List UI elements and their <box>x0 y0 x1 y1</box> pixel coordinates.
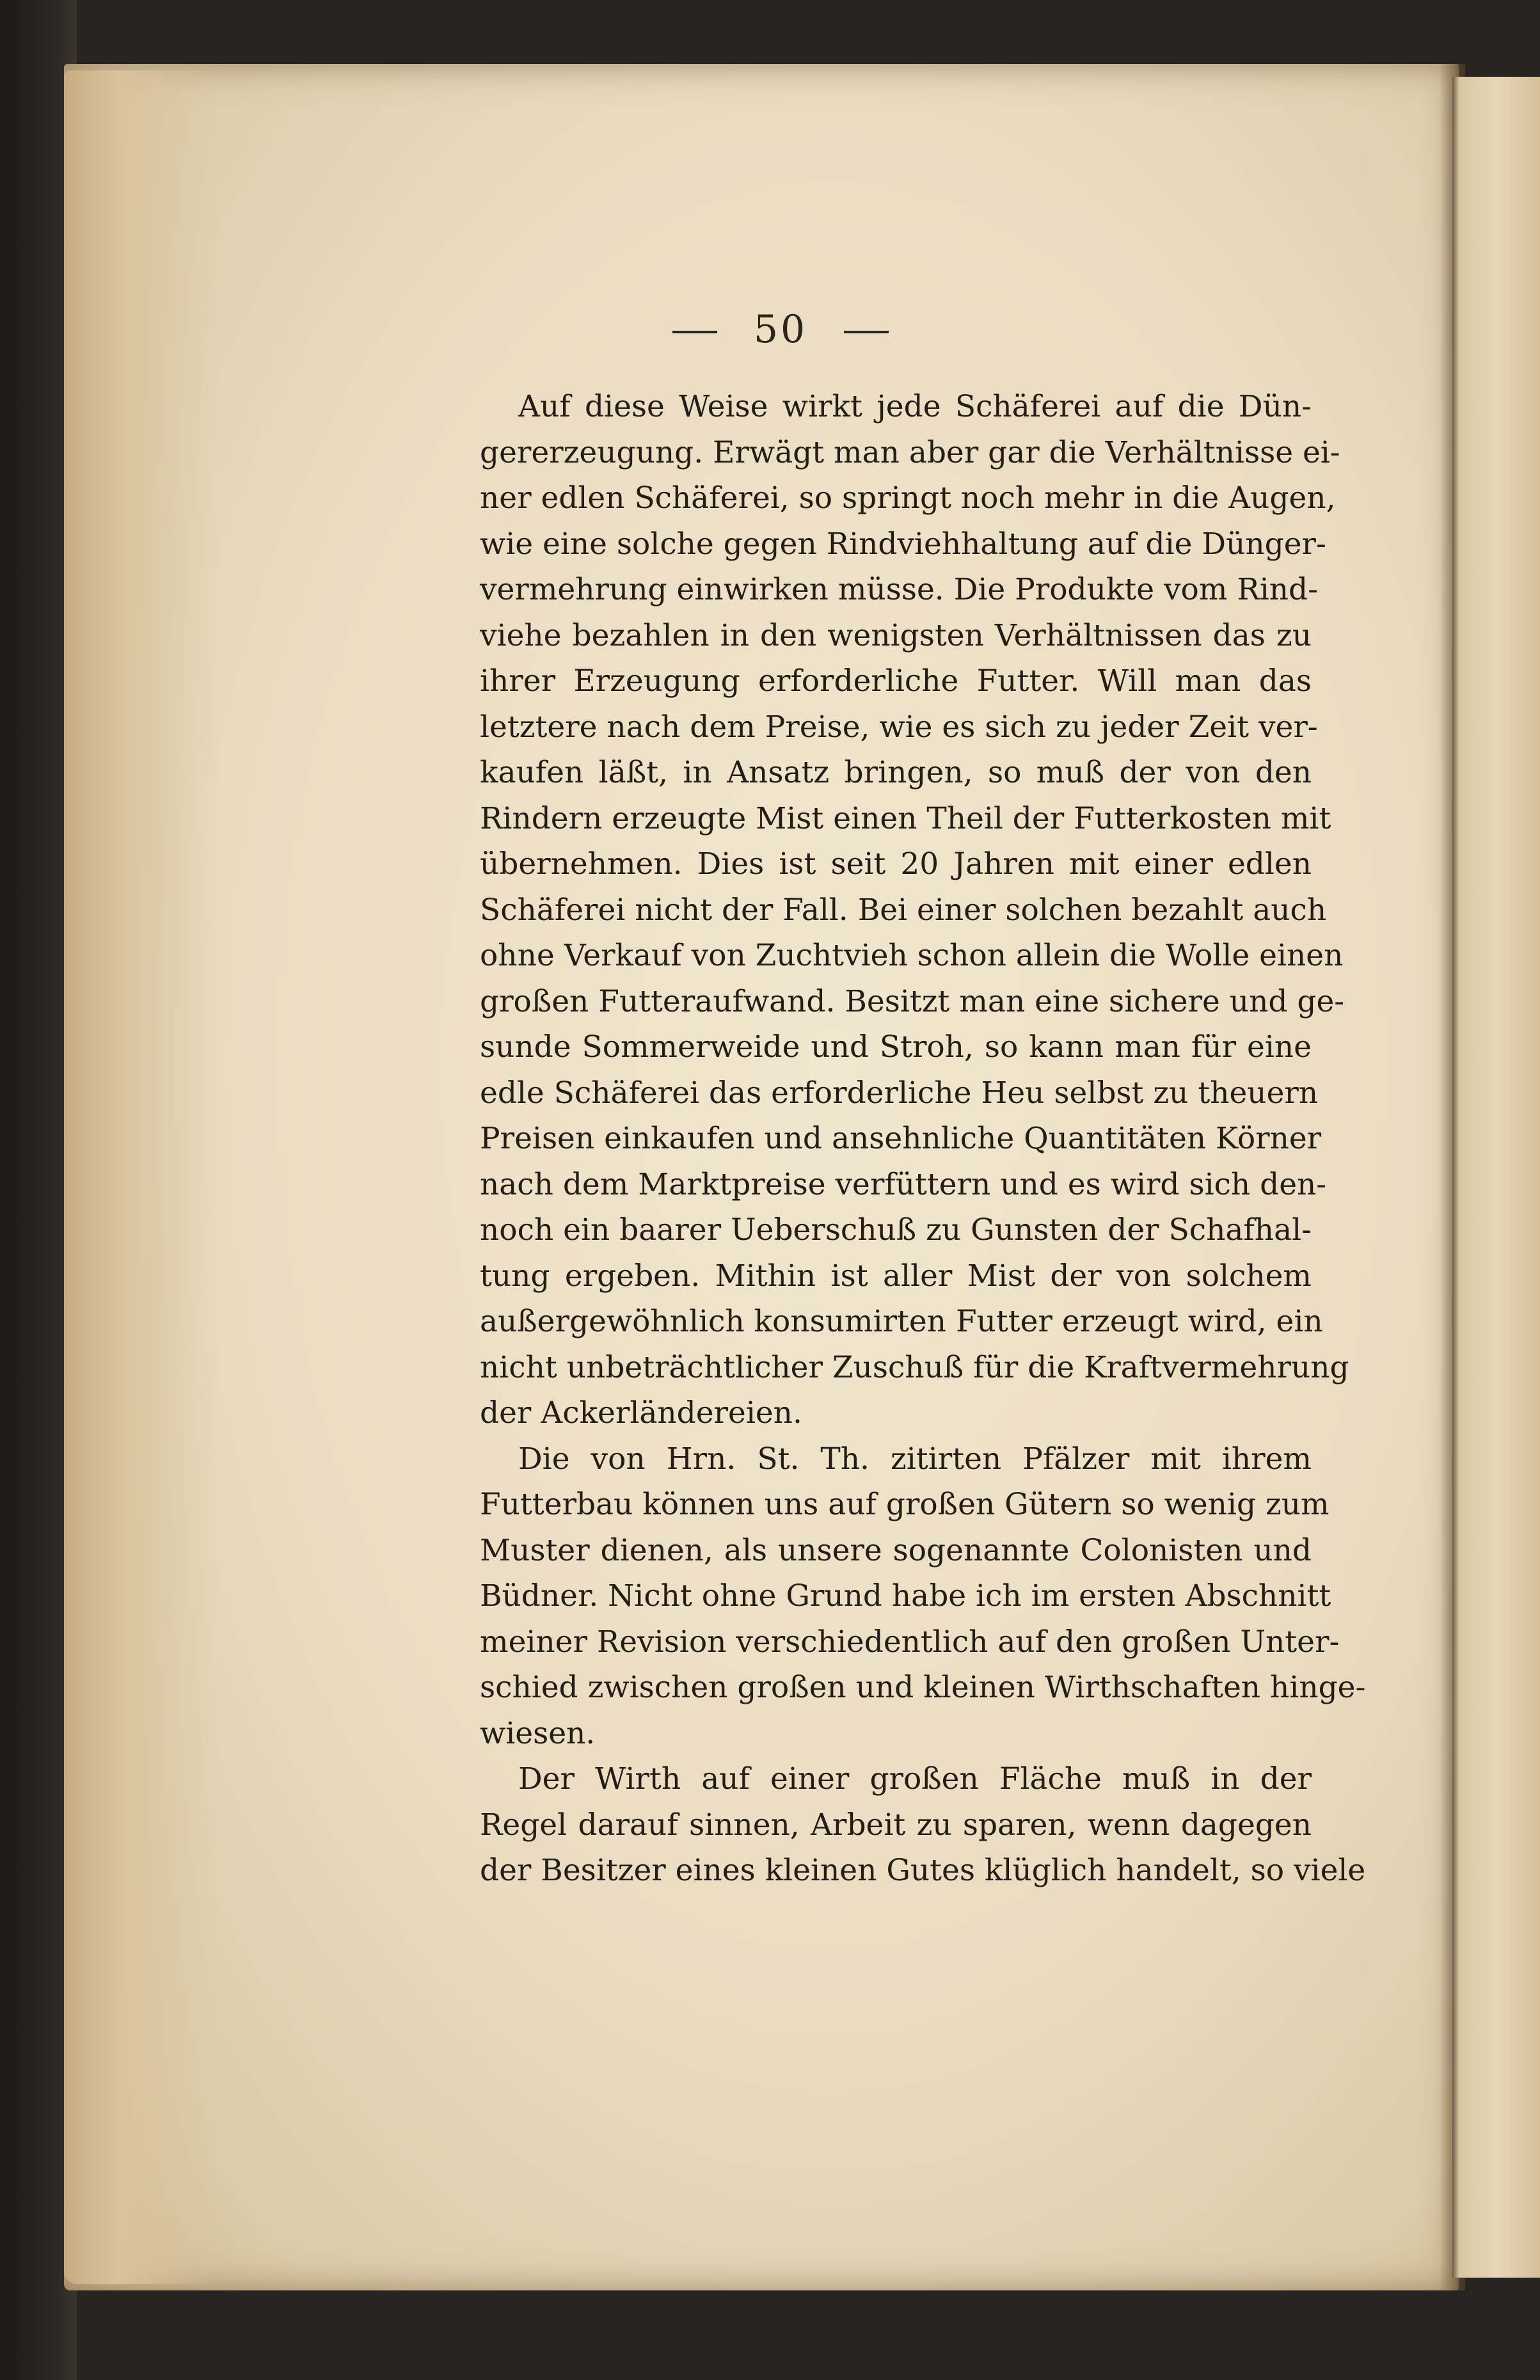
body-text <box>480 384 1366 1894</box>
text-line: Preisen einkaufen und ansehnliche Quantitäten Körner <box>480 1121 1322 1156</box>
text-line: Der Wirth auf einer großen Fläche muß in der <box>518 1761 1312 1797</box>
text-line: der Besitzer eines kleinen Gutes klüglich handelt, so viele <box>480 1853 1366 1888</box>
text-line: großen Futteraufwand. Besitzt man eine sichere und ge- <box>480 983 1345 1019</box>
text-line: Rindern erzeugte Mist einen Theil der Futterkosten mit <box>480 800 1331 836</box>
text-line: übernehmen. Dies ist seit 20 Jahren mit einer edlen <box>480 846 1312 882</box>
text-line: noch ein baarer Ueberschuß zu Gunsten der Schafhal- <box>480 1212 1312 1248</box>
text-line: ihrer Erzeugung erforderliche Futter. Will man das <box>480 663 1312 699</box>
text-line: ner edlen Schäferei, so springt noch mehr in die Augen, <box>480 480 1336 516</box>
text-line: letztere nach dem Preise, wie es sich zu jeder Zeit ver- <box>480 709 1318 745</box>
text-line: edle Schäferei das erforderliche Heu selbst zu theuern <box>480 1075 1319 1111</box>
text-line: Muster dienen, als unsere sogenannte Colonisten und <box>480 1532 1312 1568</box>
text-line: tung ergeben. Mithin ist aller Mist der von solchem <box>480 1258 1312 1294</box>
text-line: schied zwischen großen und kleinen Wirthschaften hinge- <box>480 1670 1366 1705</box>
header-dash-right <box>844 331 889 333</box>
text-line: Auf diese Weise wirkt jede Schäferei auf die Dün- <box>518 389 1312 424</box>
text-line: gererzeugung. Erwägt man aber gar die Verhältnisse ei- <box>480 434 1340 470</box>
text-line: der Ackerländereien. <box>480 1395 802 1431</box>
text-line: Die von Hrn. St. Th. zitirten Pfälzer mit ihrem <box>518 1441 1312 1477</box>
page-number: 50 <box>753 307 808 352</box>
text-line: Futterbau können uns auf großen Gütern so wenig zum <box>480 1487 1330 1522</box>
text-line: nach dem Marktpreise verfüttern und es wird sich den- <box>480 1166 1327 1202</box>
text-line: meiner Revision verschiedentlich auf den großen Unter- <box>480 1624 1340 1660</box>
text-line: außergewöhnlich konsumirten Futter erzeugt wird, ein <box>480 1304 1323 1339</box>
text-line: nicht unbeträchtlicher Zuschuß für die Kraftvermehrung <box>480 1349 1349 1385</box>
header-dash-left <box>672 331 717 333</box>
text-line: sunde Sommerweide und Stroh, so kann man für eine <box>480 1029 1312 1065</box>
text-line: Regel darauf sinnen, Arbeit zu sparen, wenn dagegen <box>480 1807 1312 1843</box>
page-header <box>486 307 1075 358</box>
text-line: Schäferei nicht der Fall. Bei einer solchen bezahlt auch <box>480 892 1327 928</box>
text-line: wie eine solche gegen Rindviehhaltung auf die Dünger- <box>480 526 1326 562</box>
text-line: Büdner. Nicht ohne Grund habe ich im ersten Abschnitt <box>480 1578 1331 1614</box>
page-deckled-edge <box>64 70 218 2284</box>
facing-page-edge <box>1452 77 1540 2278</box>
text-line: wiesen. <box>480 1715 596 1751</box>
text-line: kaufen läßt, in Ansatz bringen, so muß der von den <box>480 755 1312 790</box>
text-line: viehe bezahlen in den wenigsten Verhältnissen das zu <box>480 617 1312 653</box>
text-line: vermehrung einwirken müsse. Die Produkte vom Rind- <box>480 572 1318 607</box>
text-line: ohne Verkauf von Zuchtvieh schon allein die Wolle einen <box>480 938 1344 973</box>
